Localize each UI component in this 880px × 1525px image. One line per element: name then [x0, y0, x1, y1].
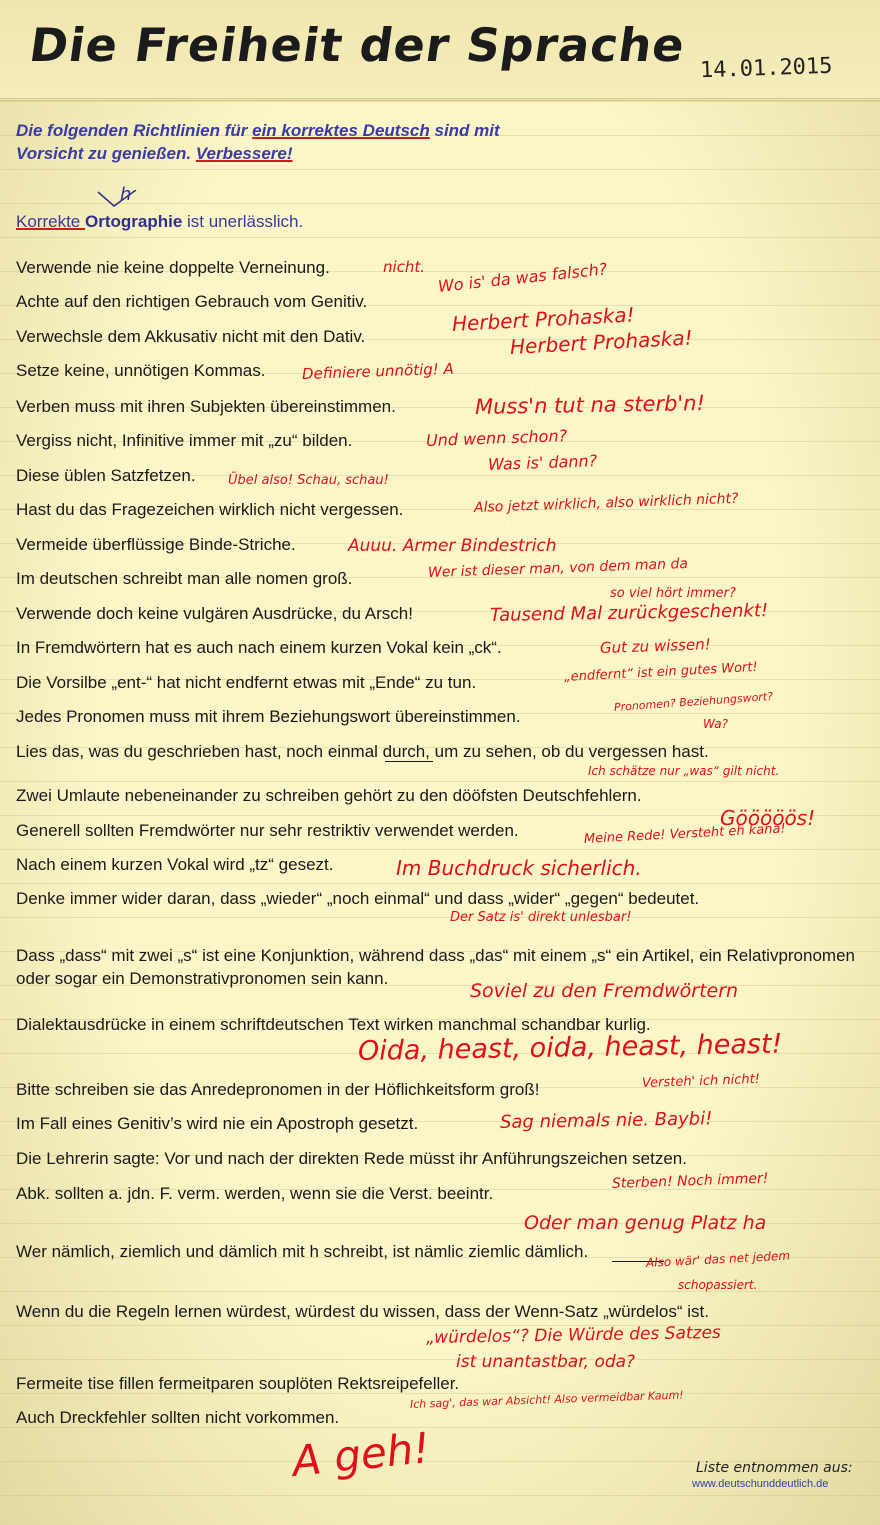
annotation: Pronomen? Beziehungswort?: [613, 689, 774, 714]
rule-line: Verwechsle dem Akkusativ nicht mit den Dativ.: [16, 327, 366, 346]
intro-part-4: Vorsicht zu genießen.: [16, 144, 196, 163]
orthography-word-2: Ortographie: [84, 212, 183, 231]
rule-line: Im deutschen schreibt man alle nomen groß.: [16, 569, 353, 588]
rule-line: Fermeite tise fillen fermeitparen souplöten Rektsreipefeller.: [16, 1374, 460, 1393]
annotation: Oida, heast, oida, heast, heast!: [357, 1028, 783, 1067]
annotation: ist unantastbar, oda?: [456, 1352, 636, 1372]
annotation: Wa?: [703, 717, 728, 731]
rule-line: Denke immer wider daran, dass „wieder“ „noch einmal“ und dass „wider“ „gegen“ bedeutet.: [16, 889, 700, 908]
annotation: so viel hört immer?: [610, 586, 736, 601]
annotation: Ich sag', das war Absicht! Also vermeidbar Kaum!: [409, 1388, 684, 1411]
annotation: Definiere unnötig! A: [301, 359, 455, 383]
rule-line: Dass „dass“ mit zwei „s“ ist eine Konjunktion, während dass „das“ mit einem „s“ ein Artikel, ein Relativpronomen oder sogar ein Demonstrativpronomen sein kann.: [16, 946, 855, 988]
intro-part-3: sind mit: [429, 121, 500, 140]
annotation: Sag niemals nie. Baybi!: [499, 1108, 713, 1133]
annotation: Wer ist dieser man, von dem man da: [427, 555, 689, 581]
annotation: Muss'n tut na sterb'n!: [474, 390, 706, 419]
annotation: Also wär' das net jedem: [645, 1248, 791, 1270]
rule-line: Bitte schreiben sie das Anredepronomen in der Höflichkeitsform groß!: [16, 1080, 540, 1099]
annotation: Und wenn schon?: [425, 426, 568, 450]
rule-line: Diese üblen Satzfetzen.: [16, 466, 196, 485]
annotation: nicht.: [383, 258, 426, 276]
rule-line: Setze keine, unnötigen Kommas.: [16, 361, 266, 380]
annotation: Auuu. Armer Bindestrich: [348, 536, 557, 556]
rule-line: Vermeide überflüssige Binde-Striche.: [16, 535, 296, 554]
orthography-correction: h: [120, 184, 132, 205]
strike-through-mark: [385, 761, 433, 762]
annotation: schopassiert.: [678, 1278, 758, 1292]
annotation: Soviel zu den Fremdwörtern: [470, 980, 739, 1002]
rule-line: Vergiss nicht, Infinitive immer mit „zu“ bilden.: [16, 431, 353, 450]
orthography-line: [16, 212, 303, 232]
rule-line: Wer nämlich, ziemlich und dämlich mit h schreibt, ist nämlic ziemlic dämlich.: [16, 1242, 589, 1261]
intro-part-1: Die folgenden Richtlinien für: [16, 121, 253, 140]
intro-underlined-imperative: Verbessere!: [195, 144, 293, 163]
rule-line: In Fremdwörtern hat es auch nach einem kurzen Vokal kein „ck“.: [16, 638, 502, 657]
annotation: Sterben! Noch immer!: [611, 1170, 769, 1192]
rule-line: Jedes Pronomen muss mit ihrem Beziehungswort übereinstimmen.: [16, 707, 521, 726]
annotation: „endfernt“ ist ein gutes Wort!: [563, 659, 759, 685]
annotation: Übel also! Schau, schau!: [228, 473, 389, 488]
rule-line: Lies das, was du geschrieben hast, noch einmal durch, um zu sehen, ob du vergessen hast.: [16, 742, 709, 761]
rule-line: Die Vorsilbe „ent-“ hat nicht endfernt etwas mit „Ende“ zu tun.: [16, 673, 477, 692]
source-label: Liste entnommen aus:: [696, 1460, 853, 1476]
annotation: Meine Rede! Versteht eh kana!: [583, 821, 787, 847]
annotation: Der Satz is' direkt unlesbar!: [450, 910, 632, 925]
rule-line: Achte auf den richtigen Gebrauch vom Genitiv.: [16, 292, 368, 311]
annotation: „würdelos“? Die Würde des Satzes: [425, 1322, 722, 1348]
intro-underlined-phrase: ein korrektes Deutsch: [252, 121, 430, 140]
rule-line: Verwende doch keine vulgären Ausdrücke, du Arsch!: [16, 604, 413, 623]
annotation: Herbert Prohaska!: [509, 325, 694, 359]
rule-line: Zwei Umlaute nebeneinander zu schreiben gehört zu den dööfsten Deutschfehlern.: [16, 786, 642, 805]
page-title: Die Freiheit der Sprache: [26, 18, 689, 72]
annotation: Ich schätze nur „was“ gilt nicht.: [588, 764, 780, 778]
annotation: Gööööös!: [720, 806, 816, 830]
rule-line: Verwende nie keine doppelte Verneinung.: [16, 258, 330, 277]
rule-line: Wenn du die Regeln lernen würdest, würdest du wissen, dass der Wenn-Satz „würdelos“ ist.: [16, 1302, 709, 1321]
annotation: Versteh' ich nicht!: [641, 1071, 761, 1091]
rule-line: Generell sollten Fremdwörter nur sehr restriktiv verwendet werden.: [16, 821, 519, 840]
annotation: Oder man genug Platz ha: [524, 1212, 767, 1234]
closing-exclamation: A geh!: [289, 1422, 433, 1487]
rule-line: Nach einem kurzen Vokal wird „tz“ gesezt.: [16, 855, 334, 874]
source-link[interactable]: www.deutschunddeutlich.de: [692, 1478, 829, 1490]
annotation: Gut zu wissen!: [599, 635, 711, 657]
rule-line: Auch Dreckfehler sollten nicht vorkommen.: [16, 1408, 340, 1427]
annotation: Herbert Prohaska!: [451, 302, 636, 336]
intro-text: [16, 119, 736, 165]
rule-line: Im Fall eines Genitiv’s wird nie ein Apostroph gesetzt.: [16, 1114, 419, 1133]
rule-line: Verben muss mit ihren Subjekten übereinstimmen.: [16, 397, 396, 416]
orthography-word-1: Korrekte: [16, 212, 85, 231]
annotation: Tausend Mal zurückgeschenkt!: [489, 600, 769, 626]
rule-line: Hast du das Fragezeichen wirklich nicht vergessen.: [16, 500, 404, 519]
orthography-rest: ist unerlässlich.: [182, 212, 304, 231]
date-stamp: 14.01.2015: [699, 53, 833, 84]
rule-line: Dialektausdrücke in einem schriftdeutschen Text wirken manchmal schandbar kurlig.: [16, 1015, 651, 1034]
rule-line: Abk. sollten a. jdn. F. verm. werden, wenn sie die Verst. beeintr.: [16, 1184, 494, 1203]
annotation: Im Buchdruck sicherlich.: [396, 856, 642, 880]
annotation: Wo is' da was falsch?: [437, 259, 609, 296]
rule-line: Die Lehrerin sagte: Vor und nach der direkten Rede müsst ihr Anführungszeichen setzen.: [16, 1149, 687, 1168]
annotation: Was is' dann?: [487, 451, 598, 474]
annotation: Also jetzt wirklich, also wirklich nicht?: [473, 490, 739, 516]
